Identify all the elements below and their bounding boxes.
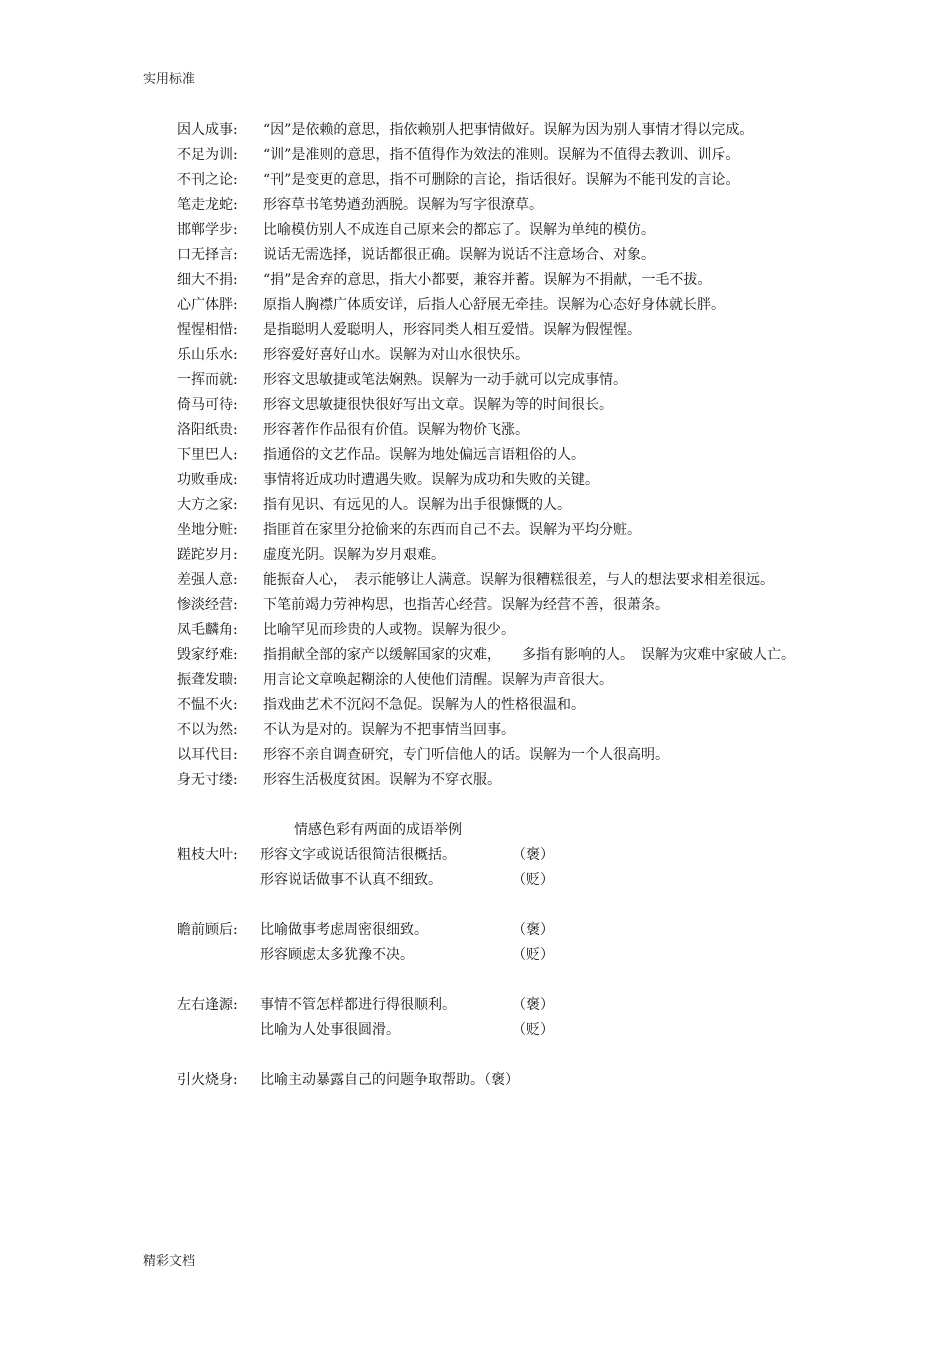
page-header: 实用标准	[143, 72, 196, 87]
idiom-term	[143, 1018, 260, 1043]
sentiment-tag: （褒）	[512, 847, 554, 863]
idiom-term: 不愠不火:	[177, 697, 238, 713]
idiom-pair	[143, 918, 808, 968]
idiom-term: 不以为然:	[177, 722, 238, 738]
idiom-definition: 形容文思敏捷很快很好写出文章。误解为等的时间很长。	[263, 397, 613, 413]
idiom-entry	[143, 718, 808, 743]
idiom-entry	[143, 268, 808, 293]
idiom-pair-row	[143, 868, 808, 893]
idiom-pair	[143, 993, 808, 1043]
idiom-definition: “训”是准则的意思，指不值得作为效法的准则。误解为不值得去教训、训斥。	[263, 147, 740, 163]
sentiment-tag: （贬）	[512, 872, 554, 888]
idiom-term: 毁家纾难:	[177, 647, 238, 663]
idiom-definition: 形容爱好喜好山水。误解为对山水很快乐。	[263, 347, 529, 363]
idiom-definition: 形容文思敏捷或笔法娴熟。误解为一动手就可以完成事情。	[263, 372, 627, 388]
idiom-term: 凤毛麟角:	[177, 622, 238, 638]
idiom-definition: 说话无需选择，说话都很正确。误解为说话不注意场合、对象。	[263, 247, 655, 263]
idiom-term: 心广体胖:	[177, 297, 238, 313]
idiom-definition: 虚度光阴。误解为岁月艰难。	[263, 547, 445, 563]
idiom-definition: “因”是依赖的意思，指依赖别人把事情做好。误解为因为别人事情才得以完成。	[263, 122, 754, 138]
idiom-entry	[143, 493, 808, 518]
idiom-entry	[143, 243, 808, 268]
idiom-definition: 指有见识、有远见的人。误解为出手很慷慨的人。	[263, 497, 571, 513]
idiom-definition: 比喻模仿别人不成连自己原来会的都忘了。误解为单纯的模仿。	[263, 222, 655, 238]
idiom-pair-row	[143, 1068, 808, 1093]
idiom-entry	[143, 418, 808, 443]
idiom-definition: 比喻主动暴露自己的问题争取帮助。（褒）	[260, 1072, 519, 1088]
idiom-term: 细大不捐:	[177, 272, 238, 288]
idiom-definition: 指通俗的文艺作品。误解为地处偏远言语粗俗的人。	[263, 447, 585, 463]
idiom-entry	[143, 518, 808, 543]
idiom-term: 口无择言:	[177, 247, 238, 263]
idiom-entry	[143, 543, 808, 568]
idiom-entry	[143, 693, 808, 718]
idiom-term: 粗枝大叶:	[177, 847, 238, 863]
idiom-term: 振聋发聩:	[177, 672, 238, 688]
idiom-pair-row	[143, 993, 808, 1018]
idiom-entry	[143, 218, 808, 243]
idiom-term: 功败垂成:	[177, 472, 238, 488]
idiom-entry	[143, 318, 808, 343]
idiom-term: 下里巴人:	[177, 447, 238, 463]
idiom-entry	[143, 618, 808, 643]
idiom-term: 乐山乐水:	[177, 347, 238, 363]
idiom-pair	[143, 1068, 808, 1093]
idiom-definition: “刊”是变更的意思，指不可删除的言论，指话很好。误解为不能刊发的言论。	[263, 172, 740, 188]
idiom-term: 一挥而就:	[177, 372, 238, 388]
idiom-term: 大方之家:	[177, 497, 238, 513]
idiom-definition: 形容不亲自调查研究，专门听信他人的话。误解为一个人很高明。	[263, 747, 669, 763]
idiom-definition: 指匪首在家里分抢偷来的东西而自己不去。误解为平均分赃。	[263, 522, 641, 538]
idiom-definition: 比喻做事考虑周密很细致。	[260, 922, 428, 938]
idiom-definition: 用言论文章唤起糊涂的人使他们清醒。误解为声音很大。	[263, 672, 613, 688]
idiom-entry	[143, 118, 808, 143]
idiom-term: 差强人意:	[177, 572, 238, 588]
sentiment-tag: （褒）	[512, 997, 554, 1013]
sentiment-tag	[519, 1068, 579, 1093]
idiom-term	[143, 868, 260, 893]
idiom-definition: 形容顾虑太多犹豫不决。	[260, 947, 414, 963]
idiom-entry	[143, 568, 808, 593]
idiom-entry	[143, 643, 808, 668]
idiom-entry	[143, 468, 808, 493]
idiom-term: 邯郸学步:	[177, 222, 238, 238]
idiom-definition: 不认为是对的。误解为不把事情当回事。	[263, 722, 515, 738]
idiom-term: 倚马可待:	[177, 397, 238, 413]
section-title: 情感色彩有两面的成语举例	[294, 822, 462, 838]
idiom-term: 坐地分赃:	[177, 522, 238, 538]
idiom-definition: 比喻罕见而珍贵的人或物。误解为很少。	[263, 622, 515, 638]
idiom-term: 以耳代目:	[177, 747, 238, 763]
sentiment-tag: （褒）	[512, 922, 554, 938]
idiom-entry	[143, 443, 808, 468]
idiom-entry	[143, 593, 808, 618]
idiom-definition: 比喻为人处事很圆滑。	[260, 1022, 400, 1038]
idiom-term: 惨淡经营:	[177, 597, 238, 613]
idiom-entry	[143, 743, 808, 768]
idiom-term: 惺惺相惜:	[177, 322, 238, 338]
sentiment-tag: （贬）	[512, 1022, 554, 1038]
idiom-term: 左右逢源:	[177, 997, 238, 1013]
idiom-definition: 能振奋人心， 表示能够让人满意。误解为很糟糕很差，与人的想法要求相差很远。	[263, 572, 774, 588]
idiom-term: 瞻前顾后:	[177, 922, 238, 938]
idiom-definition: 指戏曲艺术不沉闷不急促。误解为人的性格很温和。	[263, 697, 585, 713]
idiom-definition: 事情将近成功时遭遇失败。误解为成功和失败的关键。	[263, 472, 599, 488]
idiom-entry	[143, 193, 808, 218]
idiom-entry	[143, 293, 808, 318]
idiom-term: 不刊之论:	[177, 172, 238, 188]
idiom-definition: 是指聪明人爱聪明人，形容同类人相互爱惜。误解为假惺惺。	[263, 322, 641, 338]
idiom-term	[143, 943, 260, 968]
idiom-term: 蹉跎岁月:	[177, 547, 238, 563]
idiom-term: 因人成事:	[177, 122, 238, 138]
idiom-pair	[143, 843, 808, 893]
idiom-pair-list	[143, 843, 808, 1093]
sentiment-tag: （贬）	[512, 947, 554, 963]
idiom-definition: 形容著作作品很有价值。误解为物价飞涨。	[263, 422, 529, 438]
idiom-term: 身无寸缕:	[177, 772, 238, 788]
idiom-definition: “捐”是舍弃的意思，指大小都要，兼容并蓄。误解为不捐献，一毛不拔。	[263, 272, 712, 288]
idiom-definition: 指捐献全部的家产以缓解国家的灾难， 多指有影响的人。 误解为灾难中家破人亡。	[263, 647, 795, 663]
idiom-entry	[143, 393, 808, 418]
idiom-entry	[143, 168, 808, 193]
idiom-definition: 形容生活极度贫困。误解为不穿衣服。	[263, 772, 501, 788]
idiom-definition: 原指人胸襟广体质安详，后指人心舒展无牵挂。误解为心态好身体就长胖。	[263, 297, 725, 313]
idiom-definition: 形容文字或说话很简洁很概括。	[260, 847, 456, 863]
idiom-term: 洛阳纸贵:	[177, 422, 238, 438]
document-body	[143, 118, 808, 1118]
idiom-pair-row	[143, 843, 808, 868]
idiom-entry	[143, 768, 808, 793]
page-footer: 精彩文档	[143, 1254, 196, 1269]
idiom-entry	[143, 368, 808, 393]
idiom-entry	[143, 343, 808, 368]
idiom-pair-row	[143, 918, 808, 943]
idiom-term: 笔走龙蛇:	[177, 197, 238, 213]
idiom-definition: 形容说话做事不认真不细致。	[260, 872, 442, 888]
idiom-term: 引火烧身:	[177, 1072, 238, 1088]
idiom-term: 不足为训:	[177, 147, 238, 163]
idiom-entry	[143, 143, 808, 168]
idiom-pair-row	[143, 943, 808, 968]
idiom-entry	[143, 668, 808, 693]
idiom-definition: 形容草书笔势遒劲洒脱。误解为写字很潦草。	[263, 197, 543, 213]
idiom-definition: 下笔前竭力劳神构思，也指苦心经营。误解为经营不善，很萧条。	[263, 597, 669, 613]
idiom-definition: 事情不管怎样都进行得很顺利。	[260, 997, 456, 1013]
idiom-list	[143, 118, 808, 793]
idiom-pair-row	[143, 1018, 808, 1043]
